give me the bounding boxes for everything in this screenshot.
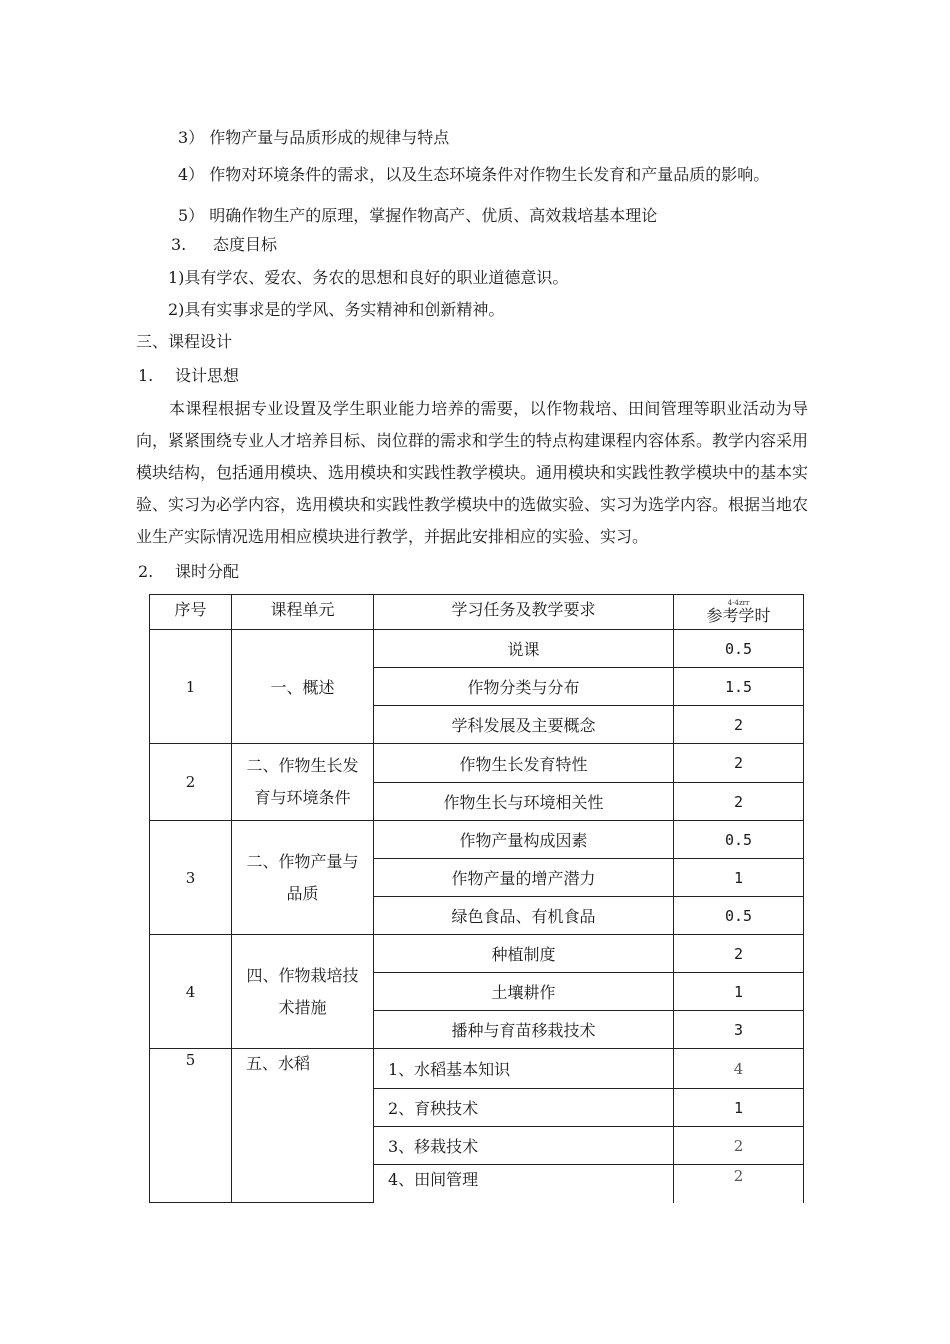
hours-cell: 1 [674, 859, 804, 897]
task-cell: 3、移栽技术 [374, 1127, 674, 1165]
design-idea-heading: 设计思想 [175, 366, 240, 385]
objective-item-3: 3） 作物产量与品质形成的规律与特点 [178, 128, 450, 147]
table-row [150, 744, 804, 783]
group-seq: 3 [150, 821, 232, 935]
hours-cell: 4 [674, 1049, 804, 1089]
group-unit: 一、概述 [232, 630, 374, 744]
header-hours-superscript: 4-4zrr [727, 599, 750, 607]
hours-allocation-table [149, 594, 804, 1203]
hours-cell: 3 [674, 1011, 804, 1049]
task-cell: 作物产量的增产潜力 [374, 859, 674, 897]
task-cell: 学科发展及主要概念 [374, 706, 674, 744]
hours-allocation-number: 2. [138, 562, 154, 581]
attitude-heading-number: 3. [171, 235, 187, 254]
hours-cell: 2 [674, 1165, 804, 1203]
hours-cell: 0.5 [674, 897, 804, 935]
hours-cell: 1 [674, 973, 804, 1011]
hours-cell: 2 [674, 744, 804, 783]
attitude-item-1: 1)具有学农、爱农、务农的思想和良好的职业道德意识。 [168, 268, 569, 287]
hours-allocation-heading: 课时分配 [175, 562, 240, 581]
task-cell: 作物生长与环境相关性 [374, 783, 674, 821]
header-hours [674, 595, 804, 630]
hours-cell: 0.5 [674, 630, 804, 668]
task-cell: 作物分类与分布 [374, 668, 674, 706]
hours-cell: 0.5 [674, 821, 804, 859]
group-unit: 二、作物生长发育与环境条件 [232, 744, 374, 821]
hours-cell: 1 [674, 1089, 804, 1127]
group-seq: 4 [150, 935, 232, 1049]
task-cell: 说课 [374, 630, 674, 668]
attitude-item-2: 2)具有实事求是的学风、务实精神和创新精神。 [168, 300, 505, 319]
group-unit: 四、作物栽培技术措施 [232, 935, 374, 1049]
hours-cell: 2 [674, 783, 804, 821]
group-seq: 1 [150, 630, 232, 744]
group-unit: 二、作物产量与品质 [232, 821, 374, 935]
task-cell: 绿色食品、有机食品 [374, 897, 674, 935]
header-unit: 课程单元 [232, 595, 374, 630]
section-heading-course-design: 三、课程设计 [136, 332, 233, 351]
header-task: 学习任务及教学要求 [374, 595, 674, 630]
group-seq: 2 [150, 744, 232, 821]
hours-cell: 2 [674, 935, 804, 973]
hours-cell: 2 [674, 1127, 804, 1165]
objective-item-4: 4） 作物对环境条件的需求，以及生态环境条件对作物生长发育和产量品质的影响。 [178, 165, 770, 184]
design-idea-number: 1. [138, 366, 154, 385]
task-cell: 土壤耕作 [374, 973, 674, 1011]
task-cell: 播种与育苗移栽技术 [374, 1011, 674, 1049]
table-row [150, 821, 804, 859]
header-hours-label: 参考学时 [706, 606, 771, 625]
table-row [150, 1049, 804, 1089]
header-seq: 序号 [150, 595, 232, 630]
hours-cell: 1.5 [674, 668, 804, 706]
attitude-heading: 态度目标 [213, 235, 278, 254]
group-seq: 5 [150, 1049, 232, 1203]
table-header-row [150, 595, 804, 630]
design-idea-paragraph: 本课程根据专业设置及学生职业能力培养的需要，以作物栽培、田间管理等职业活动为导向，紧紧围绕专业人才培养目标、岗位群的需求和学生的特点构建课程内容体系。教学内容采用模块结构，包括通用模块、选用模块和实践性教学模块。通用模块和实践性教学模块中的基本实验、实习为必学内容，选用模块和实践性教学模块中的选做实验、实习为选学内容。根据当地农业生产实际情况选用相应模块进行教学，并据此安排相应的实验、实习。 [136, 399, 809, 546]
task-cell: 作物产量构成因素 [374, 821, 674, 859]
task-cell: 作物生长发育特性 [374, 744, 674, 783]
hours-cell: 2 [674, 706, 804, 744]
task-cell: 1、水稻基本知识 [374, 1049, 674, 1089]
objective-item-5: 5） 明确作物生产的原理，掌握作物高产、优质、高效栽培基本理论 [178, 206, 658, 225]
task-cell: 种植制度 [374, 935, 674, 973]
table-row [150, 935, 804, 973]
table-row [150, 630, 804, 668]
task-cell: 2、育秧技术 [374, 1089, 674, 1127]
group-unit: 五、水稻 [232, 1049, 374, 1203]
task-cell: 4、田间管理 [374, 1165, 674, 1203]
